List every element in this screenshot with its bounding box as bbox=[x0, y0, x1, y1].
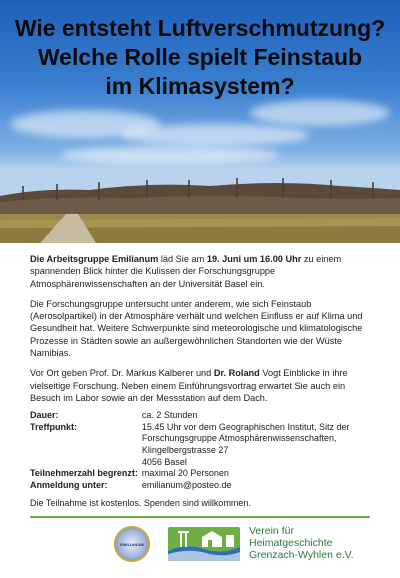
event-date: 19. Juni um 16.00 Uhr bbox=[206, 254, 302, 264]
cloud bbox=[120, 124, 310, 146]
speakers-text-1: Vor Ort geben Prof. Dr. Markus Kalberer und bbox=[30, 368, 214, 379]
meeting-point-value bbox=[138, 422, 370, 468]
society-line: Heimatgeschichte bbox=[249, 536, 333, 549]
registration-label: Anmeldung unter: bbox=[30, 479, 108, 490]
participants-value: maximal 20 Personen bbox=[141, 468, 229, 479]
poster-body bbox=[0, 243, 400, 510]
speaker-name: Dr. Roland bbox=[213, 368, 260, 379]
meeting-line: Klingelbergstrasse 27 bbox=[141, 445, 229, 456]
research-paragraph: Die Forschungsgruppe untersucht unter anderem, wie sich Feinstaub (Aerosolpartikel) in der Atmosphäre verhält und welchen Einfluss er auf Klima und Gesundheit hat. Weitere Schwerpunkte sind meteorologische und klimatologische Prozesse in Städten sowie an außergewöhnlichen Standorten wie der Wüste Namibias. bbox=[30, 298, 363, 359]
cloud bbox=[60, 146, 280, 164]
society-line: Verein für bbox=[249, 524, 294, 537]
detail-row-registration bbox=[30, 480, 370, 492]
group-name: Die Arbeitsgruppe Emilianum bbox=[30, 254, 159, 264]
emilianum-seal-icon bbox=[114, 526, 150, 562]
detail-row-participants bbox=[30, 468, 370, 480]
event-details bbox=[30, 410, 370, 491]
intro-text-1: läd Sie am bbox=[158, 254, 207, 264]
seal-label: EMILIANUM bbox=[120, 541, 144, 547]
landscape-illustration bbox=[0, 168, 400, 243]
cloud bbox=[250, 100, 390, 126]
heritage-society-logo-icon bbox=[168, 527, 240, 561]
registration-email[interactable]: emilianum@posteo.de bbox=[141, 479, 232, 490]
hero-photo bbox=[0, 0, 400, 243]
free-admission-note: Die Teilnahme ist kostenlos. Spenden sind willkommen. bbox=[30, 498, 251, 509]
meeting-line: 4056 Basel bbox=[141, 456, 187, 467]
society-line: Grenzach-Wyhlen e.V. bbox=[249, 548, 354, 561]
duration-label: Dauer: bbox=[30, 410, 59, 421]
meeting-line: 15.45 Uhr vor dem Geographischen Institut, Sitz der bbox=[141, 421, 350, 432]
society-name bbox=[249, 525, 354, 561]
meeting-line: Forschungsgruppe Atmosphärenwissenschaften, bbox=[141, 433, 337, 444]
intro-paragraph bbox=[30, 253, 370, 290]
detail-row-meeting-point bbox=[30, 422, 370, 468]
title-line-3: im Klimasystem? bbox=[105, 73, 295, 99]
speakers-text-2: Vogt Einblicke in ihre vielseitige Forschung. Neben einem Einführungsvortrag erwartet Sie auch ein Besuch im Labor sowie an der Messstation auf dem Dach. bbox=[30, 368, 348, 403]
title-line-2: Welche Rolle spielt Feinstaub bbox=[37, 44, 363, 70]
speakers-paragraph bbox=[30, 367, 370, 404]
participants-label: Teilnehmerzahl begrenzt: bbox=[30, 468, 138, 479]
detail-row-duration bbox=[30, 410, 370, 422]
title-line-1: Wie entsteht Luftverschmutzung? bbox=[14, 15, 386, 41]
intro-text-2: zu einem spannenden Blick hinter die Kulissen der Forschungsgruppe Atmosphärenwissenschaften an der Universität Basel ein. bbox=[30, 254, 342, 289]
footer-logos bbox=[0, 518, 400, 578]
duration-value: ca. 2 Stunden bbox=[141, 410, 198, 421]
meeting-point-label: Treffpunkt: bbox=[30, 421, 77, 432]
poster-title bbox=[0, 14, 400, 101]
